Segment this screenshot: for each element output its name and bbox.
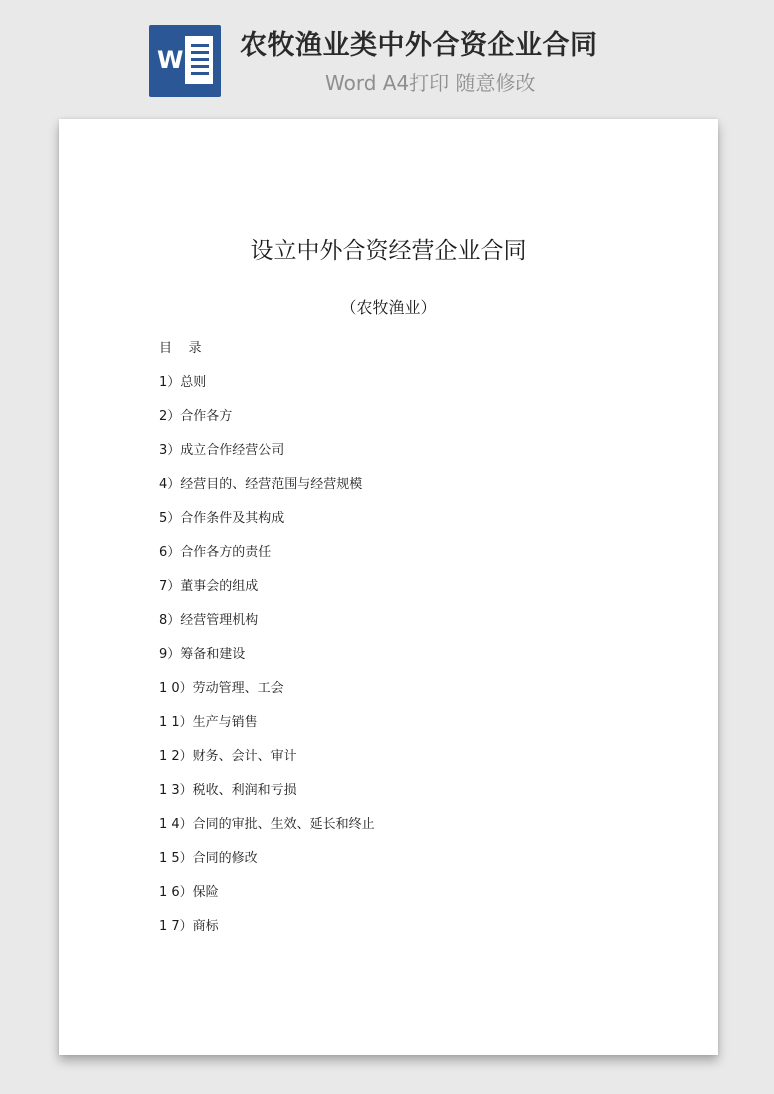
header-subtitle: Word A4打印 随意修改 [325,71,536,95]
toc-item: 1 5）合同的修改 [159,851,258,866]
toc-heading: 目 录 [159,341,202,356]
toc-item: 1 7）商标 [159,919,219,934]
document-title: 设立中外合资经营企业合同 [250,238,527,264]
toc-item: 8）经营管理机构 [159,613,259,628]
toc-item: 1 1）生产与销售 [159,715,258,730]
word-logo-letter: W [157,46,184,74]
toc-item: 1 6）保险 [159,885,219,900]
toc-item: 6）合作各方的责任 [159,545,272,560]
toc-item: 7）董事会的组成 [159,579,259,594]
toc-item: 1）总则 [159,375,207,390]
header [0,0,774,112]
header-title: 农牧渔业类中外合资企业合同 [240,30,598,61]
toc-list [159,373,659,951]
word-logo-icon [149,25,221,97]
toc-item: 1 3）税收、利润和亏损 [159,783,297,798]
toc-item: 1 4）合同的审批、生效、延长和终止 [159,817,375,832]
toc-item: 1 0）劳动管理、工会 [159,681,284,696]
toc-item: 4）经营目的、经营范围与经营规模 [159,477,363,492]
toc-item: 1 2）财务、会计、审计 [159,749,297,764]
toc-item: 3）成立合作经营公司 [159,443,285,458]
toc-item: 5）合作条件及其构成 [159,511,285,526]
document-page [59,119,718,1055]
toc-item: 9）筹备和建设 [159,647,246,662]
document-subtitle: （农牧渔业） [340,298,437,317]
toc-item: 2）合作各方 [159,409,233,424]
